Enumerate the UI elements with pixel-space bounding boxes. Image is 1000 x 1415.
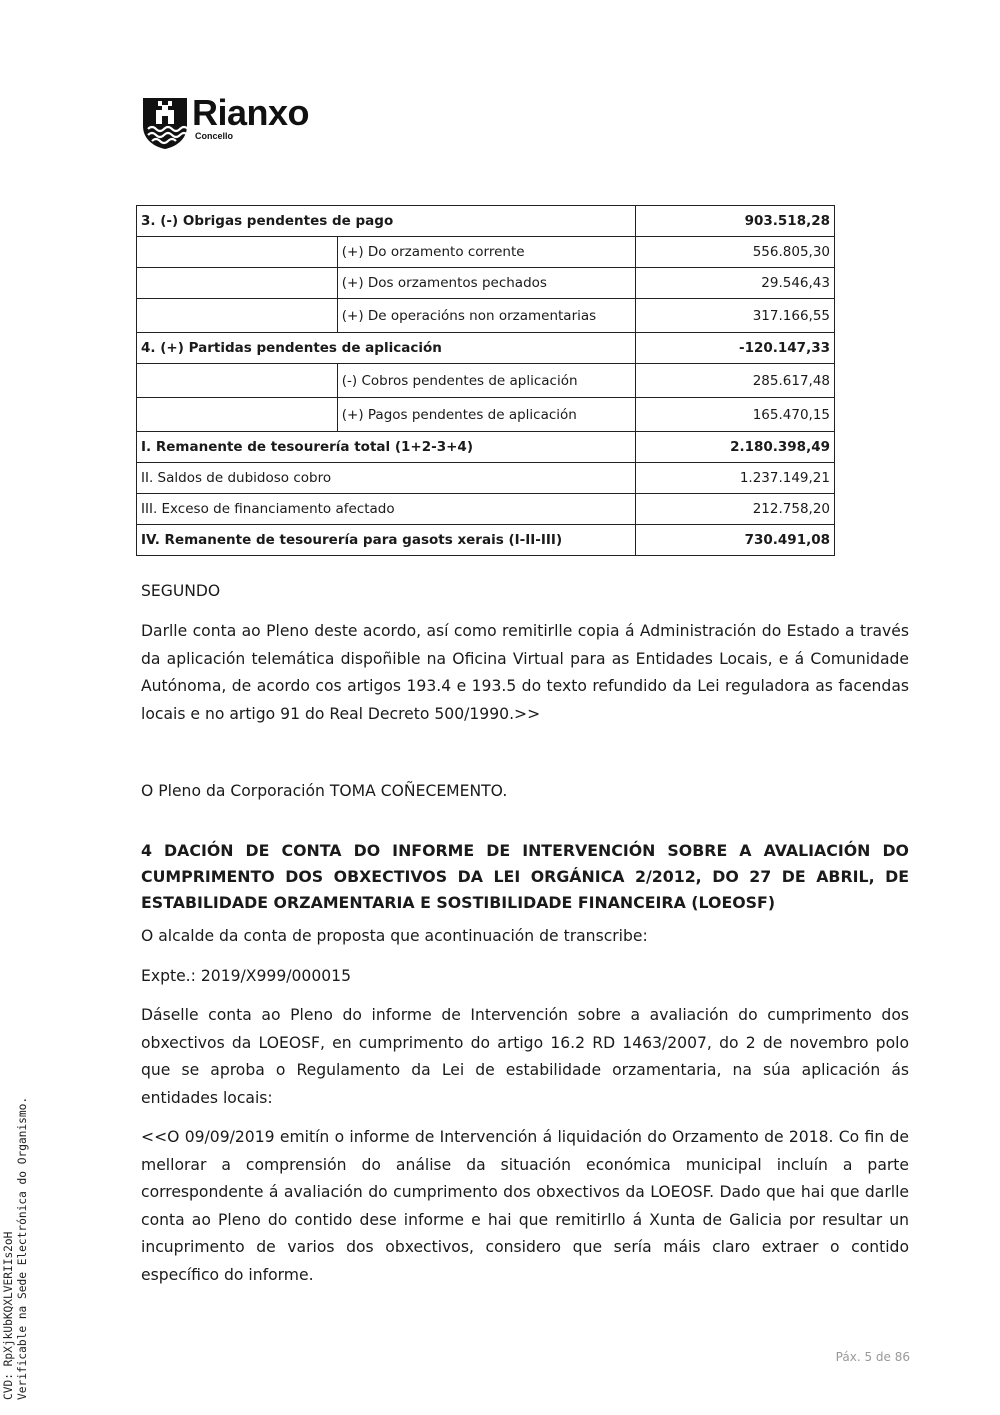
row-amount: 903.518,28 (636, 206, 835, 237)
row-amount: -120.147,33 (636, 333, 835, 364)
treasury-table (136, 205, 835, 556)
table-row (137, 268, 835, 299)
row-empty-cell (137, 398, 338, 432)
table-row (137, 463, 835, 494)
row-empty-cell (137, 299, 338, 333)
concello-logo (141, 92, 310, 150)
row-label: III. Exceso de financiamento afectado (137, 494, 636, 525)
paragraph-alcalde: O alcalde da conta de proposta que acontinuación de transcribe: (141, 927, 648, 945)
table-row (137, 525, 835, 556)
row-empty-cell (137, 268, 338, 299)
row-sublabel: (+) De operacións non orzamentarias (337, 299, 636, 333)
row-amount: 212.758,20 (636, 494, 835, 525)
table-row (137, 299, 835, 333)
row-amount: 1.237.149,21 (636, 463, 835, 494)
paragraph-intervencion: <<O 09/09/2019 emitín o informe de Intervención á liquidación do Orzamento de 2018. Co fin de mellorar a comprensión do análise da situación económica municipal incluín a parte correspondente á avaliación do cumprimento dos obxectivos da LOEOSF. Dado que hai que darlle conta ao Pleno do contido dese informe e hai que remitirllo á Xunta de Galicia por resultar un incuprimento de varios dos obxectivos, considero que sería máis claro extraer o contido específico do informe. (141, 1128, 909, 1284)
row-amount: 2.180.398,49 (636, 432, 835, 463)
shield-logo-icon (141, 96, 189, 150)
row-empty-cell (137, 237, 338, 268)
row-amount: 165.470,15 (636, 398, 835, 432)
row-label: IV. Remanente de tesourería para gasots xerais (I-II-III) (137, 525, 636, 556)
row-empty-cell (137, 364, 338, 398)
row-label: 3. (-) Obrigas pendentes de pago (137, 206, 636, 237)
table-row (137, 432, 835, 463)
paragraph-pleno: O Pleno da Corporación TOMA COÑECEMENTO. (141, 782, 508, 800)
row-amount: 556.805,30 (636, 237, 835, 268)
table-row (137, 333, 835, 364)
section-label-segundo: SEGUNDO (141, 582, 221, 600)
row-sublabel: (+) Dos orzamentos pechados (337, 268, 636, 299)
logo-name: Rianxo (192, 92, 310, 133)
row-sublabel: (+) Pagos pendentes de aplicación (337, 398, 636, 432)
table-row (137, 237, 835, 268)
row-label: I. Remanente de tesourería total (1+2-3+4) (137, 432, 636, 463)
row-amount: 285.617,48 (636, 364, 835, 398)
table-row (137, 364, 835, 398)
verification-note (2, 1097, 30, 1400)
page-number: Páx. 5 de 86 (835, 1350, 910, 1364)
expedient-number: Expte.: 2019/X999/000015 (141, 967, 352, 985)
row-label: 4. (+) Partidas pendentes de aplicación (137, 333, 636, 364)
agenda-heading: 4 DACIÓN DE CONTA DO INFORME DE INTERVENCIÓN SOBRE A AVALIACIÓN DO CUMPRIMENTO DOS OBXECTIVOS DA LEI ORGÁNICA 2/2012, DO 27 DE ABRIL, DE ESTABILIDADE ORZAMENTARIA E SOSTIBILIDADE FINANCEIRA (LOEOSF) (141, 841, 909, 912)
verification-code: CVD: RpXjkUbKQXLVERIIs2oH (2, 1231, 15, 1400)
row-amount: 730.491,08 (636, 525, 835, 556)
table-row (137, 494, 835, 525)
paragraph-segundo: Darlle conta ao Pleno deste acordo, así como remitirlle copia á Administración do Estado a través da aplicación telemática dispoñible na Oficina Virtual para as Entidades Locais, e á Comunidade Autónoma, de acordo cos artigos 193.4 e 193.5 do texto refundido da Lei reguladora as facendas locais e no artigo 91 do Real Decreto 500/1990.>> (141, 622, 909, 723)
table-row (137, 206, 835, 237)
paragraph-informe: Dáselle conta ao Pleno do informe de Intervención sobre a avaliación do cumprimento dos obxectivos da LOEOSF, en cumprimento do artigo 16.2 RD 1463/2007, do 2 de novembro polo que se aproba o Regulamento da Lei de estabilidade orzamentaria, na súa aplicación ás entidades locais: (141, 1006, 909, 1107)
row-label: II. Saldos de dubidoso cobro (137, 463, 636, 494)
row-amount: 317.166,55 (636, 299, 835, 333)
verification-text: Verificable na Sede Electrónica do Organismo. (16, 1096, 29, 1400)
row-sublabel: (-) Cobros pendentes de aplicación (337, 364, 636, 398)
logo-subtitle: Concello (195, 131, 234, 141)
row-amount: 29.546,43 (636, 268, 835, 299)
row-sublabel: (+) Do orzamento corrente (337, 237, 636, 268)
table-row (137, 398, 835, 432)
